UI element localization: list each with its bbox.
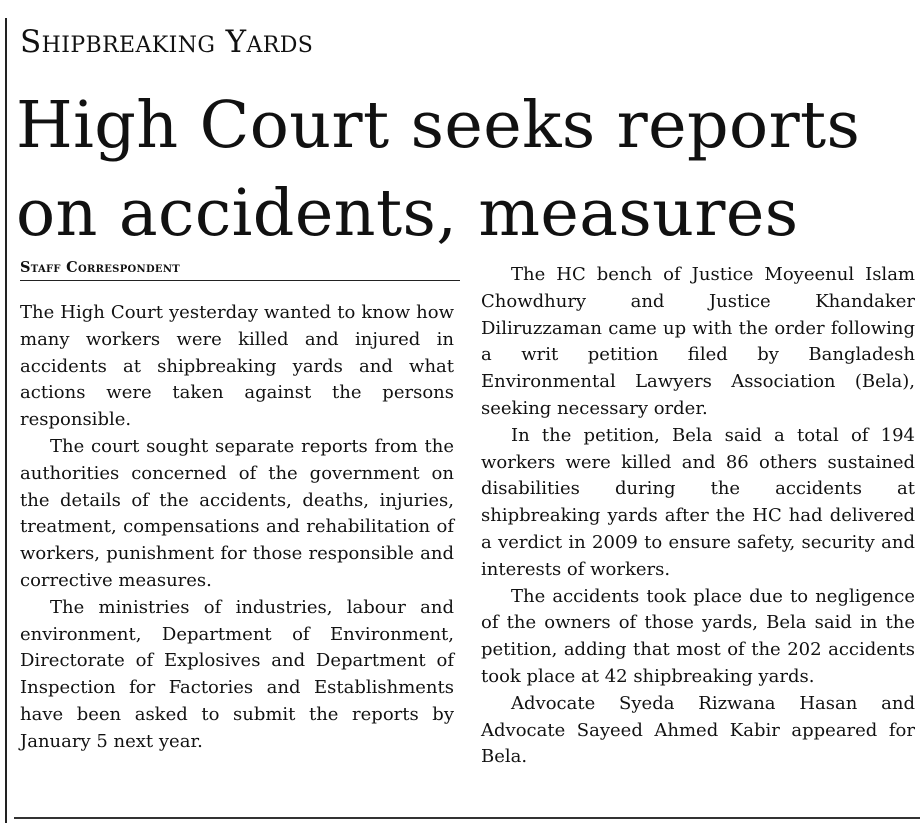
paragraph: Advocate Syeda Rizwana Hasan and Advocate Sayeed Ahmed Kabir appeared for Bela. <box>481 692 915 768</box>
byline: Staff Correspondent <box>20 258 460 281</box>
paragraph: The HC bench of Justice Moyeenul Islam Chowdhury and Justice Khandaker Diliruzzaman came up with the order following a writ petition filed by Bangladesh Environmental Lawyers Association (Bela), seeking necessary order. <box>481 264 915 419</box>
article-column-right <box>481 262 915 771</box>
article-column-left <box>20 300 454 756</box>
headline-line-1: High Court seeks reports <box>16 88 861 163</box>
paragraph: In the petition, Bela said a total of 194 workers were killed and 86 others sustained disabilities during the accidents at shipbreaking yards after the HC had delivered a verdict in 2009 to ensure safety, security and interests of workers. <box>481 424 915 580</box>
section-kicker: Shipbreaking Yards <box>20 24 314 60</box>
bottom-rule <box>14 817 920 819</box>
paragraph: The accidents took place due to negligence of the owners of those yards, Bela said in the petition, adding that most of the 202 accidents took place at 42 shipbreaking yards. <box>481 585 915 687</box>
paragraph: The court sought separate reports from the authorities concerned of the government on the details of the accidents, deaths, injuries, treatment, compensations and rehabilitation of workers, punishment for those responsible and corrective measures. <box>20 435 454 591</box>
paragraph: The High Court yesterday wanted to know how many workers were killed and injured in accidents at shipbreaking yards and what actions were taken against the persons responsible. <box>20 302 454 431</box>
column-rule-left <box>5 18 7 823</box>
headline <box>16 82 916 258</box>
paragraph: The ministries of industries, labour and environment, Department of Environment, Directorate of Explosives and Department of Inspection for Factories and Establishments have been asked to submit the reports by January 5 next year. <box>20 596 454 752</box>
headline-line-2: on accidents, measures <box>16 176 799 251</box>
